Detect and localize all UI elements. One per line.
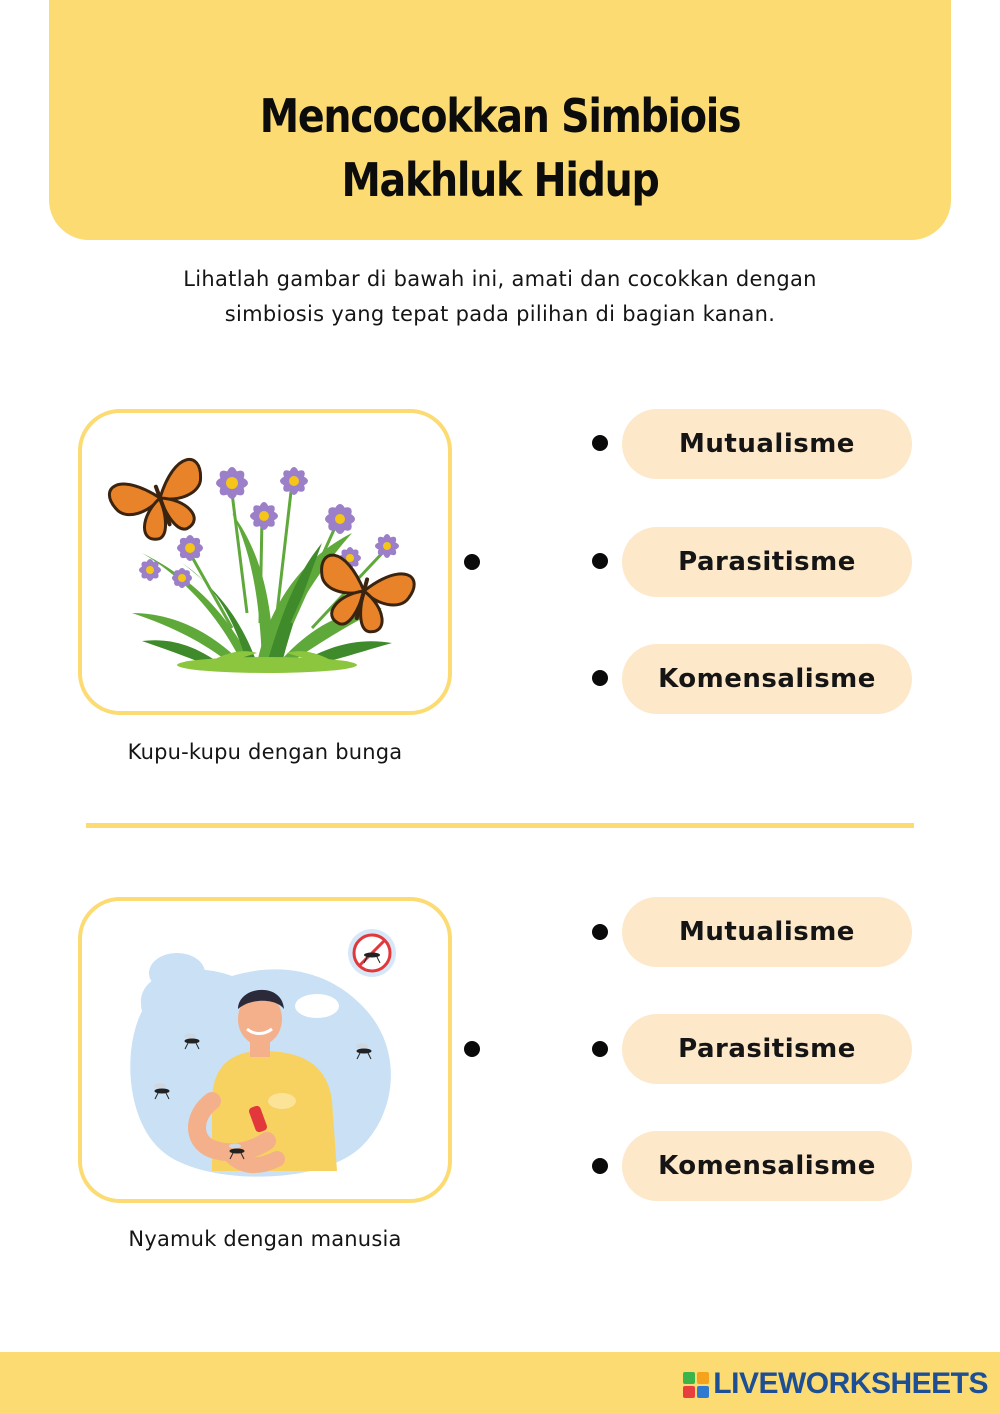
question-1-option-mutualisme[interactable]: Mutualisme (622, 409, 912, 479)
question-2-image-card (78, 897, 452, 1203)
question-2-caption: Nyamuk dengan manusia (128, 1227, 402, 1251)
question-2-option-parasitisme[interactable]: Parasitisme (622, 1014, 912, 1084)
question-1-option-komensalisme[interactable]: Komensalisme (622, 644, 912, 714)
question-2-option-3-dot[interactable] (592, 1158, 608, 1174)
question-2-option-2-dot[interactable] (592, 1041, 608, 1057)
page-title-line2: Makhluk Hidup (341, 153, 659, 207)
page-title (112, 84, 888, 212)
mosquito-man-icon (82, 901, 448, 1199)
question-2-connector-dot[interactable] (464, 1041, 480, 1057)
question-2-option-komensalisme[interactable]: Komensalisme (622, 1131, 912, 1201)
liveworksheets-logo-icon (683, 1370, 711, 1398)
no-mosquito-sign (348, 929, 396, 977)
question-1-option-3-dot[interactable] (592, 670, 608, 686)
question-1-image-card (78, 409, 452, 715)
brand-link[interactable] (683, 1368, 988, 1400)
question-1-connector-dot[interactable] (464, 554, 480, 570)
instructions-line1: Lihatlah gambar di bawah ini, amati dan cocokkan dengan (183, 267, 817, 291)
header-banner (49, 0, 951, 240)
instructions-line2: simbiosis yang tepat pada pilihan di bagian kanan. (224, 302, 776, 326)
question-1-option-parasitisme[interactable]: Parasitisme (622, 527, 912, 597)
question-1-option-2-dot[interactable] (592, 553, 608, 569)
butterfly-flowers-icon (82, 413, 448, 711)
question-2-option-mutualisme[interactable]: Mutualisme (622, 897, 912, 967)
brand-name: LIVEWORKSHEETS (713, 1367, 988, 1400)
instructions (100, 262, 900, 332)
butterfly-left (106, 457, 217, 550)
question-2-option-1-dot[interactable] (592, 924, 608, 940)
question-1-option-1-dot[interactable] (592, 435, 608, 451)
footer-bar (0, 1352, 1000, 1414)
question-1-caption: Kupu-kupu dengan bunga (127, 740, 403, 764)
page-title-line1: Mencocokkan Simbiois (259, 89, 741, 143)
section-divider (86, 823, 914, 828)
